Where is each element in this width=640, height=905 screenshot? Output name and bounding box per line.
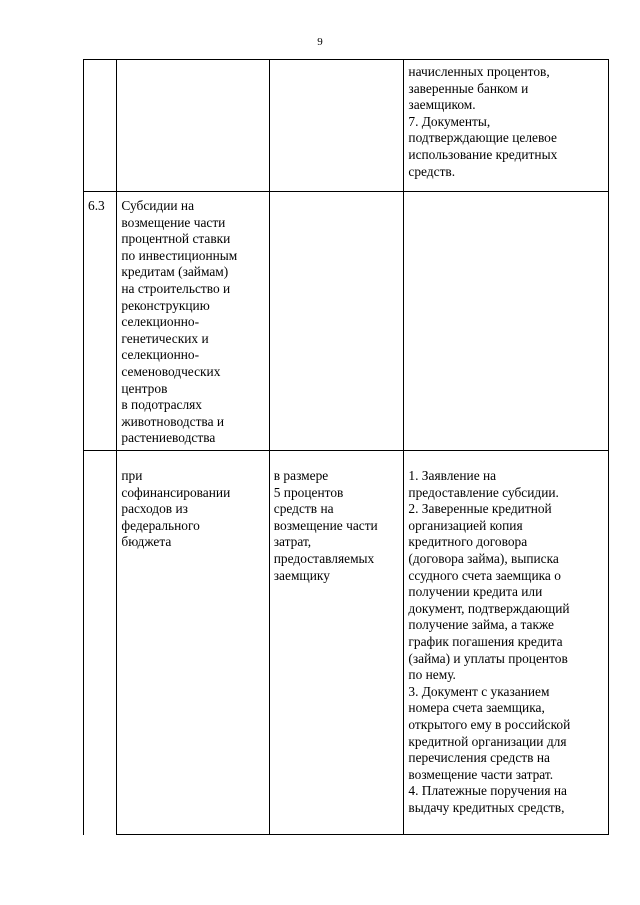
row-number-cell [84, 60, 117, 192]
row-number-cell: 6.3 [84, 192, 117, 451]
row-number-cell [84, 451, 117, 835]
subsidy-name-cell: при софинансировании расходов из федерального бюджета [117, 451, 269, 835]
page-number: 9 [317, 36, 323, 48]
table-row [84, 60, 609, 192]
table-row [84, 192, 609, 451]
documents-cell [404, 192, 609, 451]
table-row [84, 451, 609, 835]
subsidy-name-cell [117, 60, 269, 192]
subsidy-amount-cell: в размере 5 процентов средств на возмещение части затрат, предоставляемых заемщику [269, 451, 404, 835]
subsidy-amount-cell [269, 192, 404, 451]
subsidy-table [83, 59, 609, 835]
documents-cell: начисленных процентов, заверенные банком и заемщиком. 7. Документы, подтверждающие целевое использование кредитных средств. [404, 60, 609, 192]
documents-cell: 1. Заявление на предоставление субсидии. 2. Заверенные кредитной организацией копия кредитного договора (договора займа), выписка ссудного счета заемщика о получении кредита или документ, подтверждающий получение займа, а также график погашения кредита (займа) и уплаты процентов по нему. 3. Документ с указанием номера счета заемщика, открытого ему в российской кредитной организации для перечисления средств на возмещение части затрат. 4. Платежные поручения на выдачу кредитных средств, [404, 451, 609, 835]
subsidy-amount-cell [269, 60, 404, 192]
subsidy-name-cell: Субсидии на возмещение части процентной ставки по инвестиционным кредитам (займам) на строительство и реконструкцию селекционно- генетических и селекционно- семеноводческих центров в подотраслях животноводства и растениеводства [117, 192, 269, 451]
